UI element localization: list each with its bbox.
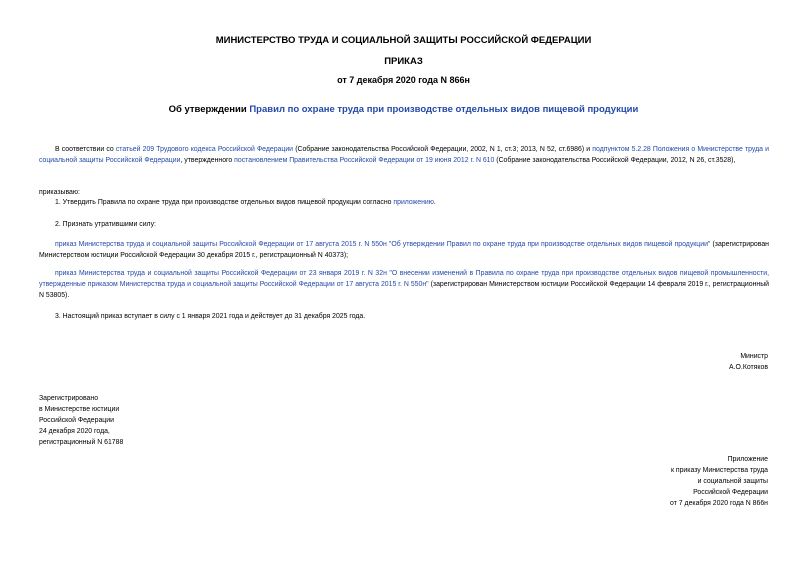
appendix-block: [670, 454, 768, 509]
signature-block: [729, 351, 768, 373]
registration-line: Зарегистрировано: [39, 395, 99, 402]
order-32n-link[interactable]: приказ Министерства труда и социальной защиты Российской Федерации от 23 января 2019 г. N 32н "О внесении изменений в Правила по охране труда при производстве отдельных видов пищевой промышленности, утвержденные приказом Министерства труда и социальной защиты Российской Федерации от 17 августа 2015 г. N 550н": [39, 270, 769, 288]
preamble-text-4: (Собрание законодательства Российской Федерации, 2012, N 26, ст.3528),: [494, 157, 736, 164]
registration-line: 24 декабря 2020 года,: [39, 428, 110, 435]
item-1: [39, 197, 769, 208]
labor-code-link[interactable]: статьей 209 Трудового кодекса Российской Федерации: [115, 146, 294, 153]
repeal-paragraph-2: [39, 268, 769, 301]
repeal-paragraph-1: [39, 239, 769, 261]
signature-name: А.О.Котяков: [729, 364, 768, 371]
item-3: 3. Настоящий приказ вступает в силу с 1 января 2021 года и действует до 31 декабря 2025 года.: [55, 313, 366, 320]
appendix-line: к приказу Министерства труда: [670, 467, 768, 474]
item-2: 2. Признать утратившими силу:: [55, 221, 156, 228]
appendix-link[interactable]: приложению: [393, 199, 434, 206]
date-number-heading: от 7 декабря 2020 года N 866н: [337, 75, 470, 85]
item-1-end: .: [433, 199, 436, 206]
item-1-text: 1. Утвердить Правила по охране труда при производстве отдельных видов пищевой продукции согласно: [55, 199, 394, 206]
registration-block: [39, 393, 123, 448]
registration-line: регистрационный N 61788: [39, 439, 124, 446]
appendix-line: и социальной защиты: [697, 478, 768, 485]
repeal-2-text: (зарегистрирован Министерством юстиции Российской Федерации 14 февраля 2019 г., регистрационный N 53805).: [39, 281, 769, 299]
order-word: приказываю:: [39, 189, 80, 196]
preamble-paragraph: [39, 144, 769, 166]
doc-type-heading: ПРИКАЗ: [384, 56, 423, 67]
preamble-text-1: В соответствии со: [55, 146, 116, 153]
appendix-line: от 7 декабря 2020 года N 866н: [670, 500, 768, 507]
government-resolution-link[interactable]: постановлением Правительства Российской Федерации от 19 июня 2012 г. N 610: [234, 157, 495, 164]
title-rules-link[interactable]: Правил по охране труда при производстве отдельных видов пищевой продукции: [249, 104, 639, 115]
signature-position: Министр: [740, 353, 768, 360]
order-550n-link[interactable]: приказ Министерства труда и социальной защиты Российской Федерации от 17 августа 2015 г. N 550н "Об утверждении Правил по охране труда при производстве отдельных видов пищевой продукции": [55, 241, 711, 248]
appendix-line: Приложение: [727, 456, 768, 463]
appendix-line: Российской Федерации: [693, 489, 768, 496]
preamble-text-3: , утвержденного: [180, 157, 235, 164]
registration-line: Российской Федерации: [39, 417, 114, 424]
regulation-link[interactable]: подпунктом 5.2.28 Положения о Министерстве труда и социальной защиты Российской Федерации: [39, 146, 769, 164]
preamble-text-2: (Собрание законодательства Российской Федерации, 2002, N 1, ст.3; 2013, N 52, ст.6986) и: [293, 146, 593, 153]
registration-line: в Министерстве юстиции: [39, 406, 120, 413]
ministry-heading: МИНИСТЕРСТВО ТРУДА И СОЦИАЛЬНОЙ ЗАЩИТЫ РОССИЙСКОЙ ФЕДЕРАЦИИ: [215, 35, 592, 46]
repeal-1-text: (зарегистрирован Министерством юстиции Российской Федерации 30 декабря 2015 г., регистрационный N 40373);: [39, 241, 769, 259]
title-prefix: Об утверждении: [168, 104, 250, 115]
document-title: [0, 104, 807, 115]
